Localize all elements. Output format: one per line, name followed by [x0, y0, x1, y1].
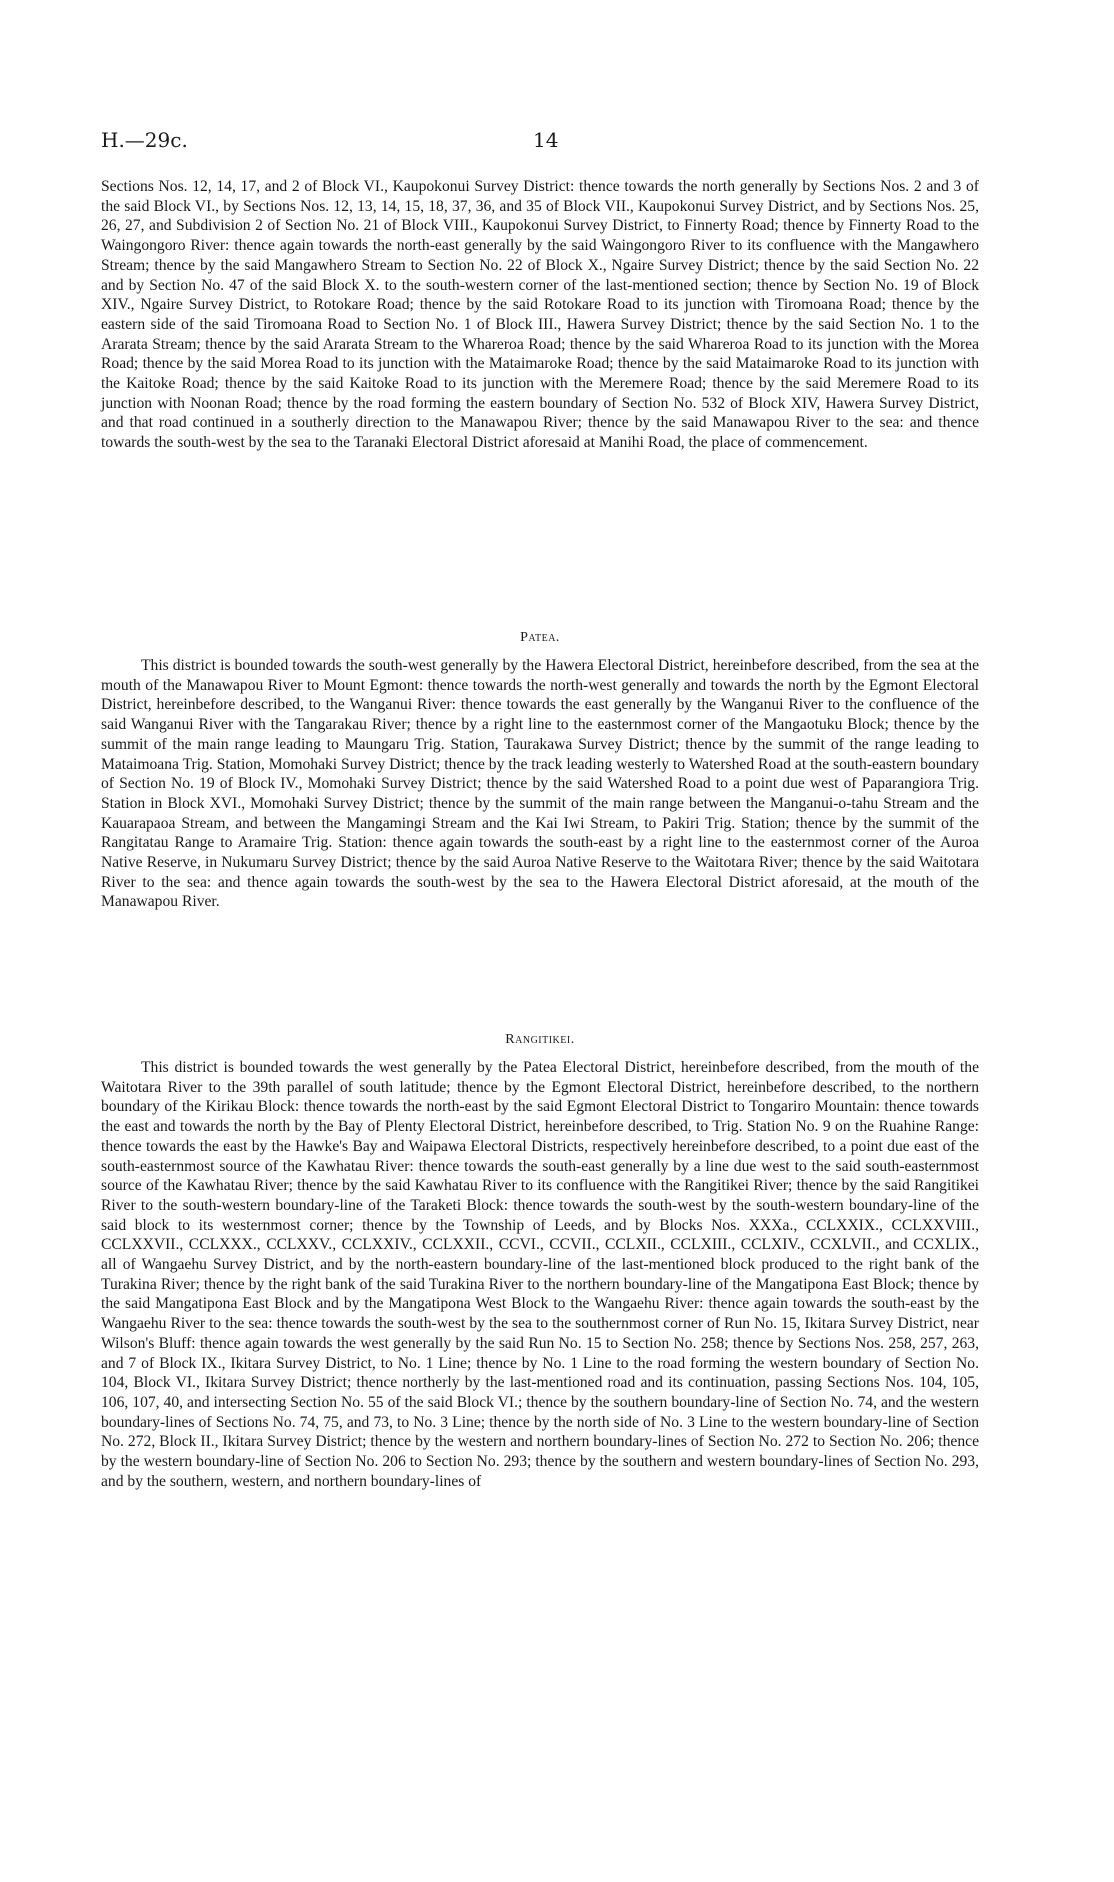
page-number: 14 [533, 128, 559, 152]
rangitikei-heading: Rangitikei. [505, 1032, 575, 1047]
patea-paragraph: This district is bounded towards the south-west generally by the Hawera Electoral District, hereinbefore described, from the sea at the mouth of the Manawapou River to Mount Egmont: thence towards the north-west generally and towards the north by the Egmont Electoral District, hereinbefore described, to the Wanganui River: thence towards the east generally by the Wanganui River to the confluence of the said Wanganui River with the Tangarakau River; thence by a right line to the easternmost corner of the Mangaotuku Block; thence by the summit of the main range leading to Maungaru Trig. Station, Taurakawa Survey District; thence by the summit of the range leading to Mataimoana Trig. Station, Momohaki Survey District; thence by the track leading westerly to Watershed Road at the south-eastern boundary of Section No. 19 of Block IV., Momohaki Survey District; thence by the said Watershed Road to a point due west of Paparangiora Trig. Station in Block XVI., Momohaki Survey District; thence by the summit of the main range between the Manganui-o-tahu Stream and the Kauarapaoa Stream, and between the Mangamingi Stream and the Kai Iwi Stream, to Pakiri Trig. Station; thence by the summit of the Rangitatau Range to Aramaire Trig. Station: thence again towards the south-east by a right line to the easternmost corner of the Auroa Native Reserve, in Nukumaru Survey District; thence by the said Auroa Native Reserve to the Waitotara River; thence by the said Waitotara River to the sea: and thence again towards the south-west by the sea to the Hawera Electoral District aforesaid, at the mouth of the Manawapou River. [101, 657, 979, 911]
continued-section [101, 177, 979, 453]
patea-heading: Patea. [520, 630, 560, 645]
document-reference: H.—29c. [101, 128, 188, 152]
continued-paragraph: Sections Nos. 12, 14, 17, and 2 of Block VI., Kaupokonui Survey District: thence towards the north generally by Sections Nos. 2 and 3 of the said Block VI., by Sections Nos. 12, 13, 14, 15, 18, 37, 36, and 35 of Block VII., Kaupokonui Survey District, and by Sections Nos. 25, 26, 27, and Subdivision 2 of Section No. 21 of Block VIII., Kaupokonui Survey District, to Finnerty Road; thence by Finnerty Road to the Waingongoro River: thence again towards the north-east generally by the said Waingongoro River to its confluence with the Mangawhero Stream; thence by the said Mangawhero Stream to Section No. 22 of Block X., Ngaire Survey District; thence by the said Section No. 22 and by Section No. 47 of the said Block X. to the south-western corner of the last-mentioned section; thence by Section No. 19 of Block XIV., Ngaire Survey District, to Rotokare Road; thence by the said Rotokare Road to its junction with Tiromoana Road; thence by the eastern side of the said Tiromoana Road to Section No. 1 of Block III., Hawera Survey District; thence by the said Section No. 1 to the Ararata Stream; thence by the said Ararata Stream to the Whareroa Road; thence by the said Whareroa Road to its junction with the Morea Road; thence by the said Morea Road to its junction with the Mataimaroke Road; thence by the said Mataimaroke Road to its junction with the Kaitoke Road; thence by the said Kaitoke Road to its junction with the Meremere Road; thence by the said Meremere Road to its junction with Noonan Road; thence by the road forming the eastern boundary of Section No. 532 of Block XIV, Hawera Survey District, and that road continued in a southerly direction to the Manawapou River; thence by the said Manawapou River to the sea: and thence towards the south-west by the sea to the Taranaki Electoral District aforesaid at Manihi Road, the place of commencement. [101, 178, 979, 452]
patea-section [101, 656, 979, 912]
page-header [101, 128, 981, 158]
rangitikei-section [101, 1058, 979, 1491]
rangitikei-paragraph: This district is bounded towards the west generally by the Patea Electoral District, hereinbefore described, from the mouth of the Waitotara River to the 39th parallel of south latitude; thence by the Egmont Electoral District, hereinbefore described, to the northern boundary of the Kirikau Block: thence towards the north-east by the said Egmont Electoral District to Tongariro Mountain: thence towards the east and towards the north by the Bay of Plenty Electoral District, hereinbefore described, to Trig. Station No. 9 on the Ruahine Range: thence towards the east by the Hawke's Bay and Waipawa Electoral Districts, respectively hereinbefore described, to a point due east of the south-easternmost source of the Kawhatau River: thence towards the south-east generally by a line due west to the said south-easternmost source of the Kawhatau River; thence by the said Kawhatau River to its confluence with the Rangitikei River; thence by the said Rangitikei River to the south-western boundary-line of the Taraketi Block: thence towards the south-west by the south-western boundary-line of the said block to its westernmost corner; thence by the Township of Leeds, and by Blocks Nos. XXXa., CCLXXIX., CCLXXVIII., CCLXXVII., CCLXXX., CCLXXV., CCLXXIV., CCLXXII., CCVI., CCVII., CCLXII., CCLXIII., CCLXIV., CCXLVII., and CCXLIX., all of Wangaehu Survey District, and by the north-eastern boundary-line of the last-mentioned block produced to the right bank of the Turakina River; thence by the right bank of the said Turakina River to the northern boundary-line of the Mangatipona East Block; thence by the said Mangatipona East Block and by the Mangatipona West Block to the Wangaehu River: thence again towards the south-east by the Wangaehu River to the sea: thence towards the south-west by the sea to the southernmost corner of Run No. 15, Ikitara Survey District, near Wilson's Bluff: thence again towards the west generally by the said Run No. 15 to Section No. 258; thence by Sections Nos. 258, 257, 263, and 7 of Block IX., Ikitara Survey District, to No. 1 Line; thence by No. 1 Line to the road forming the western boundary of Section No. 104, Block VI., Ikitara Survey District; thence northerly by the last-mentioned road and its continuation, passing Sections Nos. 104, 105, 106, 107, 40, and intersecting Section No. 55 of the said Block VI.; thence by the southern boundary-line of Section No. 74, and the western boundary-lines of Sections No. 74, 75, and 73, to No. 3 Line; thence by the north side of No. 3 Line to the western boundary-line of Section No. 272, Block II., Ikitara Survey District; thence by the western and northern boundary-lines of Section No. 272 to Section No. 206; thence by the western boundary-line of Section No. 206 to Section No. 293; thence by the southern and western boundary-lines of Section No. 293, and by the southern, western, and northern boundary-lines of [101, 1059, 979, 1490]
